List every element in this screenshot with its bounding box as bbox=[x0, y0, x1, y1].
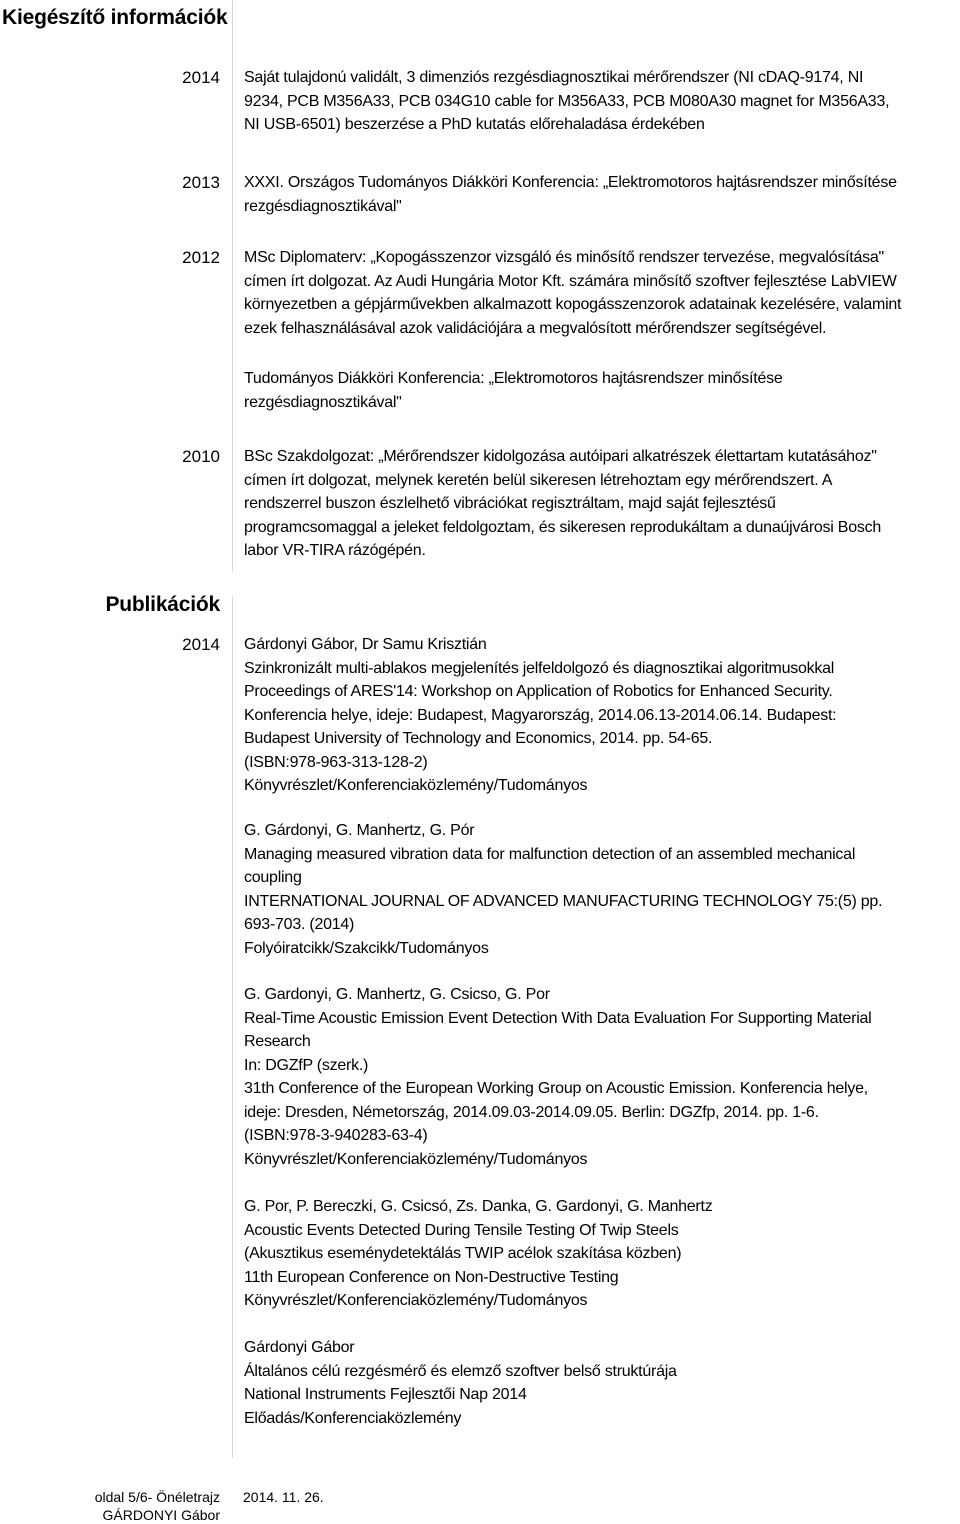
pub-line: Konferencia helye, ideje: Budapest, Magyarország, 2014.06.13-2014.06.14. Budapest: bbox=[244, 706, 837, 724]
entry-year: 2014 bbox=[182, 68, 220, 87]
pub-type: Könyvrészlet/Konferenciaközlemény/Tudományos bbox=[244, 777, 588, 794]
text-line: címen írt dolgozat, melynek keretén belül sikeresen létrehoztam egy mérőrendszert. A bbox=[244, 471, 833, 489]
pub-type: Könyvrészlet/Konferenciaközlemény/Tudományos bbox=[244, 1150, 588, 1168]
text-line: címen írt dolgozat. Az Audi Hungária Motor Kft. számára minősítő szoftver fejlesztése LabVIEW bbox=[244, 272, 897, 290]
text-line: programcsomaggal a jeleket feldolgoztam, és sikeresen reprodukáltam a dunaújvárosi Bosch bbox=[244, 518, 882, 536]
column-divider bbox=[232, 596, 233, 1458]
pub-authors: Gárdonyi Gábor bbox=[244, 1339, 355, 1356]
text-line: Saját tulajdonú validált, 3 dimenziós rezgésdiagnosztikai mérőrendszer (NI cDAQ-9174, NI bbox=[244, 69, 864, 86]
pub-title: Real-Time Acoustic Emission Event Detection With Data Evaluation For Supporting Material bbox=[244, 1009, 872, 1027]
pub-type: Folyóiratcikk/Szakcikk/Tudományos bbox=[244, 939, 489, 957]
text-line: MSc Diplomaterv: „Kopogásszenzor vizsgáló és minősítő rendszer tervezése, megvalósítása" bbox=[244, 249, 884, 266]
text-line: XXXI. Országos Tudományos Diákköri Konferencia: „Elektromotoros hajtásrendszer minősítése bbox=[244, 174, 897, 191]
pub-authors: G. Gárdonyi, G. Manhertz, G. Pór bbox=[244, 822, 475, 839]
pub-line: (ISBN:978-3-940283-63-4) bbox=[244, 1127, 428, 1144]
footer-page-info bbox=[0, 1488, 220, 1524]
pub-type: Előadás/Konferenciaközlemény bbox=[244, 1409, 462, 1427]
extra-entry-2012-tdk bbox=[244, 367, 956, 414]
footer-date: 2014. 11. 26. bbox=[243, 1489, 324, 1505]
pub-authors: G. Por, P. Bereczki, G. Csicsó, Zs. Danka, G. Gardonyi, G. Manhertz bbox=[244, 1198, 713, 1215]
publication-item bbox=[244, 819, 956, 960]
pub-line: In: DGZfP (szerk.) bbox=[244, 1056, 369, 1074]
text-line: NI USB-6501) beszerzése a PhD kutatás előrehaladása érdekében bbox=[244, 116, 705, 133]
pub-authors: G. Gardonyi, G. Manhertz, G. Csicso, G. Por bbox=[244, 986, 550, 1003]
entry-year: 2010 bbox=[182, 447, 220, 466]
pub-title: Acoustic Events Detected During Tensile Testing Of Twip Steels bbox=[244, 1221, 679, 1239]
publication-item bbox=[244, 983, 956, 1171]
pub-authors: Gárdonyi Gábor, Dr Samu Krisztián bbox=[244, 636, 487, 653]
pub-line: ideje: Dresden, Németország, 2014.09.03-2014.09.05. Berlin: DGZfp, 2014. pp. 1-6. bbox=[244, 1103, 819, 1121]
footer-page-number: oldal 5/6- Önéletrajz bbox=[94, 1489, 220, 1505]
entry-year: 2013 bbox=[182, 173, 220, 192]
pub-line: (Akusztikus eseménydetektálás TWIP acélok szakítása közben) bbox=[244, 1245, 682, 1262]
publication-item bbox=[244, 1336, 956, 1430]
publication-item bbox=[244, 633, 956, 798]
pub-line: Budapest University of Technology and Economics, 2014. pp. 54-65. bbox=[244, 730, 713, 747]
text-line: ezek felhasználásával azok validációjára a megvalósított mérőrendszer segítségével. bbox=[244, 319, 827, 337]
extra-entry-2014 bbox=[244, 66, 956, 137]
pub-line: Research bbox=[244, 1033, 311, 1050]
text-line: rezgésdiagnosztikával" bbox=[244, 197, 402, 215]
extra-entry-2013 bbox=[244, 171, 956, 218]
text-line: Tudományos Diákköri Konferencia: „Elektromotoros hajtásrendszer minősítése bbox=[244, 370, 783, 387]
publications-year: 2014 bbox=[182, 635, 220, 654]
text-line: környezetben a gépjárművekben alkalmazott kopogásszenzorok adatainak kezelésére, valamint bbox=[244, 296, 902, 313]
pub-line: National Instruments Fejlesztői Nap 2014 bbox=[244, 1386, 527, 1403]
entry-year: 2012 bbox=[182, 248, 220, 267]
section-heading-publications: Publikációk bbox=[105, 593, 220, 616]
section-heading-extra-info: Kiegészítő információk bbox=[2, 6, 228, 29]
extra-entry-2010 bbox=[244, 445, 956, 563]
pub-title: Managing measured vibration data for malfunction detection of an assembled mechanical bbox=[244, 845, 856, 863]
text-line: rendszerrel buszon észlelhető vibrációkat regisztráltam, majd saját fejlesztésű bbox=[244, 495, 776, 512]
text-line: labor VR-TIRA rázógépén. bbox=[244, 542, 426, 559]
pub-line: Proceedings of ARES'14: Workshop on Application of Robotics for Enhanced Security. bbox=[244, 683, 833, 700]
pub-line: coupling bbox=[244, 869, 302, 886]
pub-line: (ISBN:978-963-313-128-2) bbox=[244, 753, 428, 771]
text-line: 9234, PCB M356A33, PCB 034G10 cable for M356A33, PCB M080A30 magnet for M356A33, bbox=[244, 92, 890, 110]
pub-line: 31th Conference of the European Working Group on Acoustic Emission. Konferencia helye, bbox=[244, 1080, 868, 1097]
pub-type: Könyvrészlet/Konferenciaközlemény/Tudományos bbox=[244, 1292, 588, 1309]
pub-title: Szinkronizált multi-ablakos megjelenítés jelfeldolgozó és diagnosztikai algoritmusokkal bbox=[244, 659, 835, 677]
publication-item bbox=[244, 1195, 956, 1313]
text-line: rezgésdiagnosztikával" bbox=[244, 393, 402, 411]
pub-line: INTERNATIONAL JOURNAL OF ADVANCED MANUFACTURING TECHNOLOGY 75:(5) pp. bbox=[244, 892, 883, 910]
footer-author: GÁRDONYI Gábor bbox=[102, 1507, 220, 1523]
pub-line: 11th European Conference on Non-Destructive Testing bbox=[244, 1268, 619, 1286]
column-divider bbox=[232, 0, 233, 572]
extra-entry-2012 bbox=[244, 246, 956, 340]
text-line: BSc Szakdolgozat: „Mérőrendszer kidolgozása autóipari alkatrészek élettartam kutatásához" bbox=[244, 448, 877, 465]
pub-line: 693-703. (2014) bbox=[244, 916, 355, 933]
pub-title: Általános célú rezgésmérő és elemző szoftver belső struktúrája bbox=[244, 1362, 677, 1380]
